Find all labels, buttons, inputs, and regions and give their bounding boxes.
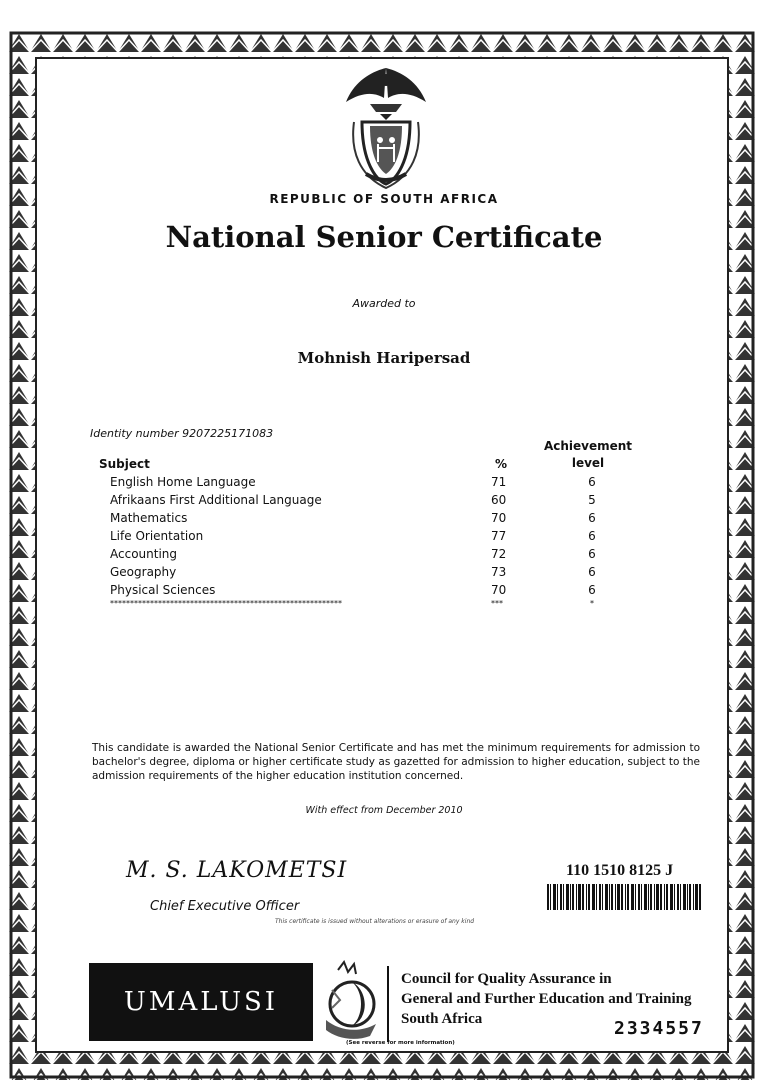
table-row xyxy=(110,583,630,600)
subject-name: Geography xyxy=(110,565,177,579)
candidate-name: Mohnish Haripersad xyxy=(297,349,471,367)
subject-level: 6 xyxy=(588,475,596,489)
subject-level: 6 xyxy=(588,583,596,597)
achievement-column-header xyxy=(532,438,644,472)
subject-percent: 70 xyxy=(491,511,507,525)
subject-percent: 77 xyxy=(491,529,507,543)
council-line-3: South Africa xyxy=(401,1011,483,1027)
subject-percent: 71 xyxy=(491,475,507,489)
umalusi-emblem xyxy=(318,960,384,1046)
reverse-note: (See reverse for more information) xyxy=(346,1040,455,1046)
certificate-number: 110 1510 8125 J xyxy=(566,862,674,879)
council-line-1: Council for Quality Assurance in xyxy=(401,971,612,987)
subject-percent: 60 xyxy=(491,493,507,507)
coat-of-arms-emblem xyxy=(340,62,432,190)
subject-column-header: Subject xyxy=(99,457,150,471)
subject-percent: 72 xyxy=(491,547,507,561)
table-row xyxy=(110,475,630,492)
subject-name: English Home Language xyxy=(110,475,256,489)
subject-name: Life Orientation xyxy=(110,529,204,543)
awarded-to-label: Awarded to xyxy=(352,297,416,310)
table-row xyxy=(110,547,630,564)
table-filler-row xyxy=(110,599,630,616)
footer-divider xyxy=(387,966,389,1042)
certificate-title: National Senior Certificate xyxy=(165,220,603,254)
table-row xyxy=(110,511,630,528)
subject-name: Mathematics xyxy=(110,511,188,525)
republic-heading: REPUBLIC OF SOUTH AFRICA xyxy=(269,192,499,206)
serial-number: 2334557 xyxy=(614,1018,704,1039)
achievement-header-line2: level xyxy=(571,456,605,470)
signature: M. S. LAKOMETSI xyxy=(126,858,348,883)
subject-percent: 73 xyxy=(491,565,507,579)
subject-level: 5 xyxy=(588,493,596,507)
award-statement: This candidate is awarded the National Senior Certificate and has met the minimum requirements for admission to bachelor's degree, diploma or higher certificate study as gazetted for admission to higher education, subject to the admission requirements of the higher education institution concerned. xyxy=(92,742,700,782)
umalusi-logo: UMALUSI xyxy=(89,963,313,1041)
subject-level: 6 xyxy=(588,511,596,525)
identity-number: Identity number 9207225171083 xyxy=(90,427,274,440)
achievement-header-line1: Achievement xyxy=(543,439,633,453)
subject-level: 6 xyxy=(588,529,596,543)
council-line-2: General and Further Education and Training xyxy=(401,991,692,1007)
table-row xyxy=(110,529,630,546)
table-row xyxy=(110,565,630,582)
subject-name: Accounting xyxy=(110,547,178,561)
signatory-title: Chief Executive Officer xyxy=(150,899,300,914)
table-row xyxy=(110,493,630,510)
filler-percent: *** xyxy=(491,599,503,608)
subject-name: Physical Sciences xyxy=(110,583,216,597)
subject-name: Afrikaans First Additional Language xyxy=(110,493,322,507)
subject-level: 6 xyxy=(588,547,596,561)
subject-percent: 70 xyxy=(491,583,507,597)
filler-level: * xyxy=(590,599,594,608)
issue-note: This certificate is issued without alterations or erasure of any kind xyxy=(275,918,475,925)
subject-level: 6 xyxy=(588,565,596,579)
filler-subject: ********************************************************** xyxy=(110,599,342,608)
percent-column-header: % xyxy=(495,457,508,471)
barcode xyxy=(547,884,701,910)
effective-date: With effect from December 2010 xyxy=(305,805,463,816)
